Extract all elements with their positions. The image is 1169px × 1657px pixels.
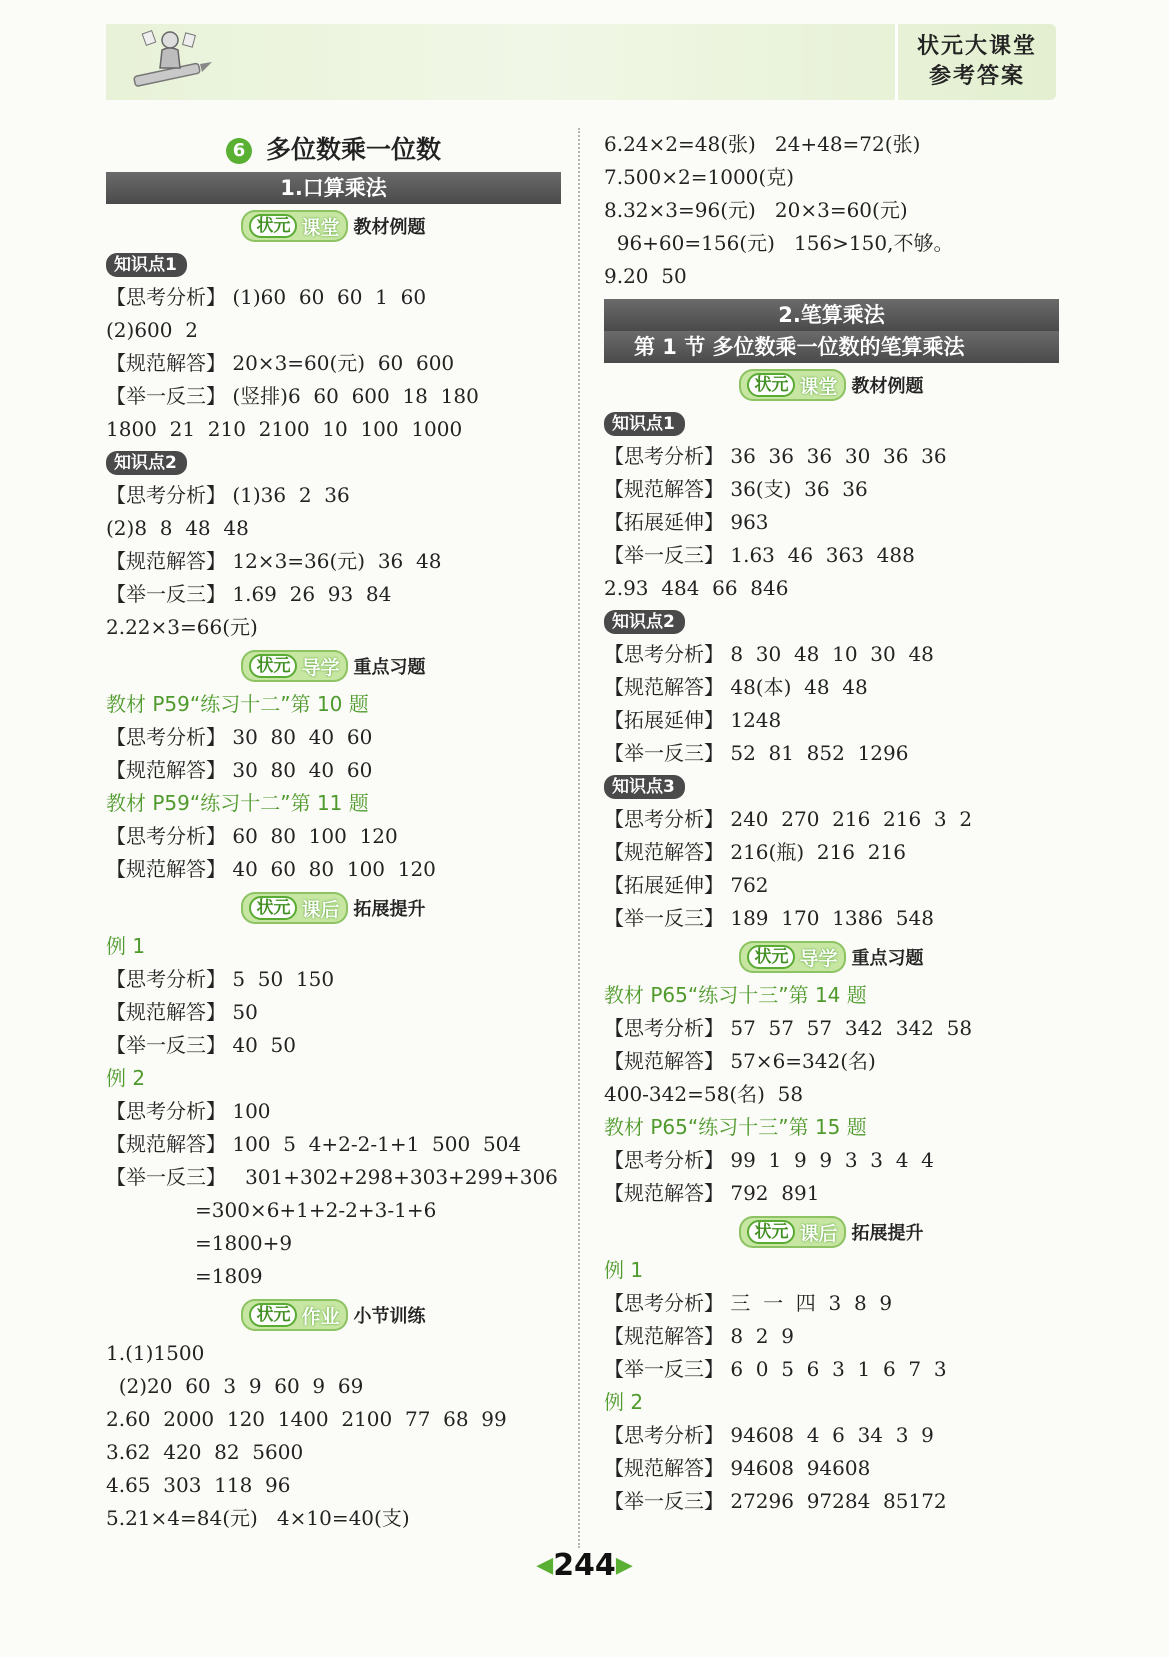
- example-label: 例 2: [604, 1390, 644, 1414]
- subsection-bar: 第 1 节 多位数乘一位数的笔算乘法: [604, 331, 1059, 363]
- answer-line: 【思考分析】 (1)60 60 60 1 60: [106, 285, 427, 309]
- exercise-title: 教材 P65“练习十三”第 15 题: [604, 1115, 867, 1139]
- answer-line: 【思考分析】 60 80 100 120: [106, 824, 398, 848]
- answer-line: 7.500×2=1000(克): [604, 165, 794, 189]
- answer-line: 【规范解答】 94608 94608: [604, 1456, 871, 1480]
- answer-line: 【规范解答】 50: [106, 1000, 258, 1024]
- answer-line: (2)8 8 48 48: [106, 516, 249, 540]
- answer-line: 【思考分析】 30 80 40 60: [106, 725, 373, 749]
- answer-line: 【规范解答】 12×3=36(元) 36 48: [106, 549, 442, 573]
- answer-line: =1809: [106, 1264, 263, 1288]
- answer-line: 【举一反三】 301+302+298+303+299+306: [106, 1165, 558, 1189]
- answer-line: 【拓展延伸】 762: [604, 873, 769, 897]
- answer-line: 【举一反三】 6 0 5 6 3 1 6 7 3: [604, 1357, 947, 1381]
- answer-line: 【思考分析】 5 50 150: [106, 967, 335, 991]
- answer-line: 【思考分析】 57 57 57 342 342 58: [604, 1016, 973, 1040]
- example-label: 例 1: [604, 1258, 644, 1282]
- chapter-number: 6: [226, 138, 252, 164]
- answer-line: 6.24×2=48(张) 24+48=72(张): [604, 132, 921, 156]
- answer-line: 5.21×4=84(元) 4×10=40(支): [106, 1506, 410, 1530]
- answer-line: 【思考分析】 99 1 9 9 3 3 4 4: [604, 1148, 934, 1172]
- exercise-title: 教材 P59“练习十二”第 11 题: [106, 791, 369, 815]
- answer-line: 【举一反三】 (竖排)6 60 600 18 180: [106, 384, 479, 408]
- header-title: 状元大课堂: [916, 34, 1037, 59]
- answer-line: 2.22×3=66(元): [106, 615, 258, 639]
- answer-line: 1.(1)1500: [106, 1341, 205, 1365]
- answer-line: 【举一反三】 40 50: [106, 1033, 296, 1057]
- answer-line: 【思考分析】 (1)36 2 36: [106, 483, 350, 507]
- answer-line: 【拓展延伸】 963: [604, 510, 769, 534]
- answer-line: 【规范解答】 57×6=342(名): [604, 1049, 876, 1073]
- header-banner: [106, 24, 1056, 100]
- answer-line: (2)600 2: [106, 318, 198, 342]
- section-badge: 状元 作业 小节训练: [106, 1293, 561, 1337]
- answer-line: 2.93 484 66 846: [604, 576, 789, 600]
- right-column: [604, 128, 1059, 1518]
- answer-line: 【举一反三】 1.69 26 93 84: [106, 582, 392, 606]
- column-divider: [578, 128, 580, 1548]
- knowledge-point-label: 知识点2: [604, 605, 1059, 638]
- answer-line: 【规范解答】 8 2 9: [604, 1324, 794, 1348]
- answer-line: 9.20 50: [604, 264, 687, 288]
- chapter-heading: [106, 128, 561, 172]
- header-subtitle: 参考答案: [928, 64, 1025, 89]
- example-label: 例 1: [106, 934, 146, 958]
- page-number-text: 244: [553, 1548, 616, 1583]
- section-bar: 2.笔算乘法: [604, 299, 1059, 331]
- knowledge-point-label: 知识点1: [106, 248, 561, 281]
- left-column: [106, 128, 561, 1535]
- answer-line: 【举一反三】 1.63 46 363 488: [604, 543, 915, 567]
- answer-line: 【拓展延伸】 1248: [604, 708, 782, 732]
- section-badge: 状元 导学 重点习题: [106, 644, 561, 688]
- answer-line: =1800+9: [106, 1231, 293, 1255]
- answer-line: 【思考分析】 94608 4 6 34 3 9: [604, 1423, 934, 1447]
- section-badge: 状元 课后 拓展提升: [106, 886, 561, 930]
- section-badge: 状元 课堂 教材例题: [106, 204, 561, 248]
- answer-line: 4.65 303 118 96: [106, 1473, 291, 1497]
- section-badge: 状元 课后 拓展提升: [604, 1210, 1059, 1254]
- answer-line: 【规范解答】 792 891: [604, 1181, 820, 1205]
- answer-line: 96+60=156(元) 156>150,不够。: [604, 231, 954, 255]
- section-badge: 状元 导学 重点习题: [604, 935, 1059, 979]
- exercise-title: 教材 P65“练习十三”第 14 题: [604, 983, 867, 1007]
- answer-line: 【规范解答】 100 5 4+2-2-1+1 500 504: [106, 1132, 522, 1156]
- answer-line: 8.32×3=96(元) 20×3=60(元): [604, 198, 908, 222]
- answer-line: 2.60 2000 120 1400 2100 77 68 99: [106, 1407, 507, 1431]
- answer-line: 【规范解答】 30 80 40 60: [106, 758, 373, 782]
- answer-line: 3.62 420 82 5600: [106, 1440, 304, 1464]
- knowledge-point-label: 知识点1: [604, 407, 1059, 440]
- example-label: 例 2: [106, 1066, 146, 1090]
- knowledge-point-label: 知识点2: [106, 446, 561, 479]
- header-title-block: [895, 24, 1056, 100]
- answer-line: 400-342=58(名) 58: [604, 1082, 804, 1106]
- answer-line: 【规范解答】 36(支) 36 36: [604, 477, 868, 501]
- triangle-left-icon: ◀: [536, 1553, 554, 1578]
- answer-line: 【思考分析】 240 270 216 216 3 2: [604, 807, 973, 831]
- chapter-title: 多位数乘一位数: [265, 135, 441, 164]
- section-bar: 1.口算乘法: [106, 172, 561, 204]
- answer-line: 【举一反三】 52 81 852 1296: [604, 741, 909, 765]
- answer-line: 【举一反三】 27296 97284 85172: [604, 1489, 947, 1513]
- section-badge: 状元 课堂 教材例题: [604, 363, 1059, 407]
- triangle-right-icon: ▶: [615, 1553, 633, 1578]
- answer-line: 【思考分析】 三 一 四 3 8 9: [604, 1291, 893, 1315]
- answer-line: 【思考分析】 8 30 48 10 30 48: [604, 642, 934, 666]
- answer-line: 【举一反三】 189 170 1386 548: [604, 906, 934, 930]
- page-number: [0, 1548, 1169, 1583]
- answer-line: 【思考分析】 100: [106, 1099, 271, 1123]
- answer-line: (2)20 60 3 9 60 9 69: [106, 1374, 364, 1398]
- answer-line: 【规范解答】 20×3=60(元) 60 600: [106, 351, 455, 375]
- answer-line: 【规范解答】 48(本) 48 48: [604, 675, 868, 699]
- answer-line: 【规范解答】 216(瓶) 216 216: [604, 840, 906, 864]
- knowledge-point-label: 知识点3: [604, 770, 1059, 803]
- exercise-title: 教材 P59“练习十二”第 10 题: [106, 692, 369, 716]
- answer-line: 【规范解答】 40 60 80 100 120: [106, 857, 436, 881]
- student-on-pencil-illustration: [126, 26, 216, 98]
- answer-line: 【思考分析】 36 36 36 30 36 36: [604, 444, 947, 468]
- answer-line: =300×6+1+2-2+3-1+6: [106, 1198, 437, 1222]
- answer-line: 1800 21 210 2100 10 100 1000: [106, 417, 463, 441]
